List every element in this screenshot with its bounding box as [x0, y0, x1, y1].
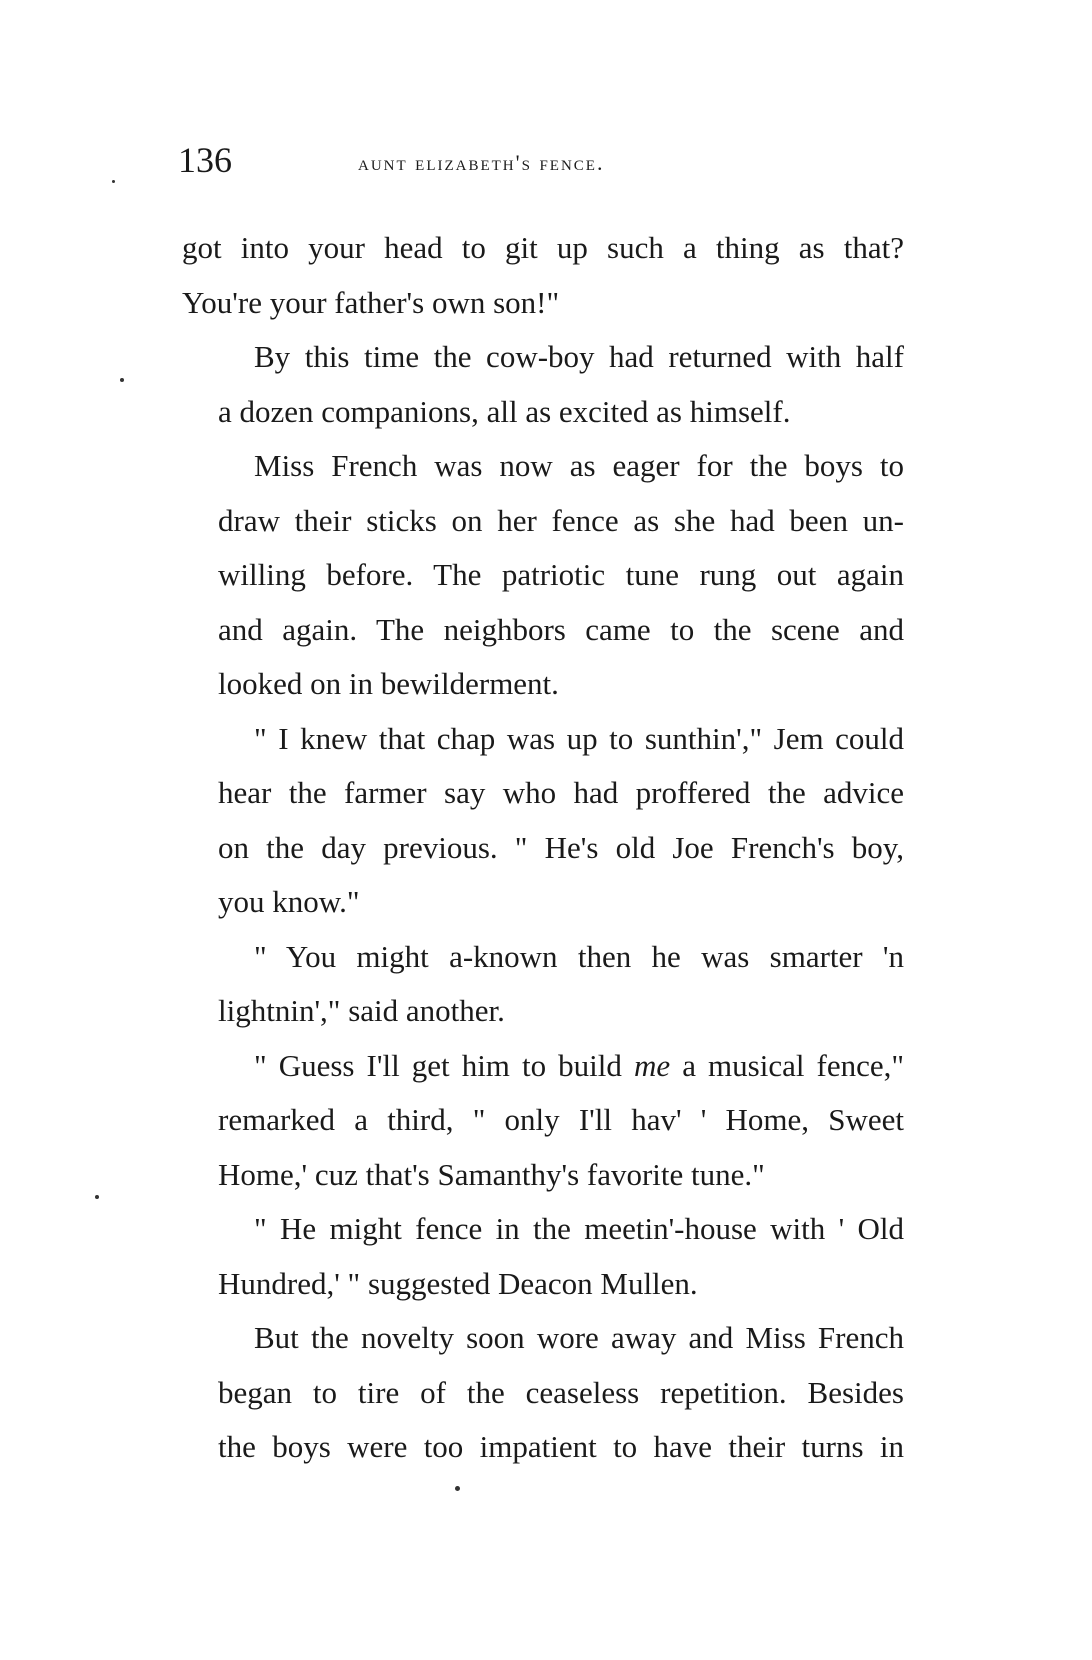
text-line: a dozen companions, all as excited as himself.: [218, 393, 791, 429]
text-line: You're your father's own son!": [182, 284, 560, 320]
paragraph: [182, 712, 904, 930]
text-line: Home,' cuz that's Samanthy's favorite tune.": [218, 1156, 765, 1192]
text-segment: a musical fence,": [682, 1047, 905, 1083]
page-number: 136: [178, 140, 232, 180]
text-segment: " Guess I'll get him to build: [254, 1047, 622, 1083]
page-header: [178, 140, 908, 190]
text-line: draw their sticks on her fence as she had been un-: [218, 502, 904, 538]
text-line: remarked a third, " only I'll hav' ' Home, Sweet: [218, 1102, 904, 1137]
text-line: on the day previous. " He's old Joe French's boy,: [218, 829, 904, 865]
text-line: hear the farmer say who had proffered the advice: [218, 775, 904, 810]
text-line: looked on in bewilderment.: [218, 666, 559, 701]
paragraph: [182, 439, 904, 712]
paragraph: [182, 1202, 904, 1311]
text-line: " I knew that chap was up to sunthin'," Jem could: [254, 720, 904, 756]
emphasis-word: me: [633, 1047, 671, 1083]
text-line: lightnin'," said another.: [218, 993, 505, 1028]
text-line: the boys were too impatient to have their turns in: [218, 1429, 904, 1464]
text-line: " He might fence in the meetin'-house with ' Old: [254, 1211, 904, 1246]
text-line: got into your head to git up such a thing as that?: [182, 230, 904, 265]
text-line: By this time the cow-boy had returned with half: [254, 339, 904, 374]
print-speck: [455, 1486, 460, 1491]
text-line: began to tire of the ceaseless repetition. Besides: [218, 1374, 904, 1410]
text-line: Hundred,' " suggested Deacon Mullen.: [218, 1265, 698, 1301]
paragraph: [182, 1039, 904, 1203]
paragraph: [182, 221, 904, 330]
print-speck: [120, 378, 124, 382]
paragraph: [182, 1311, 904, 1475]
text-line: and again. The neighbors came to the scene and: [218, 611, 904, 647]
running-title: aunt elizabeth's fence.: [358, 150, 605, 175]
body-text: [182, 221, 904, 1475]
paragraph: [182, 930, 904, 1039]
print-speck: [95, 1195, 99, 1199]
text-line: Miss French was now as eager for the boys to: [254, 448, 904, 483]
print-speck: [112, 180, 115, 183]
text-line: you know.": [218, 884, 360, 919]
text-line: But the novelty soon wore away and Miss French: [254, 1320, 904, 1355]
text-line: [182, 1039, 904, 1094]
text-line: willing before. The patriotic tune rung out again: [218, 557, 904, 592]
paragraph: [182, 330, 904, 439]
text-line: " You might a-known then he was smarter 'n: [254, 938, 904, 974]
